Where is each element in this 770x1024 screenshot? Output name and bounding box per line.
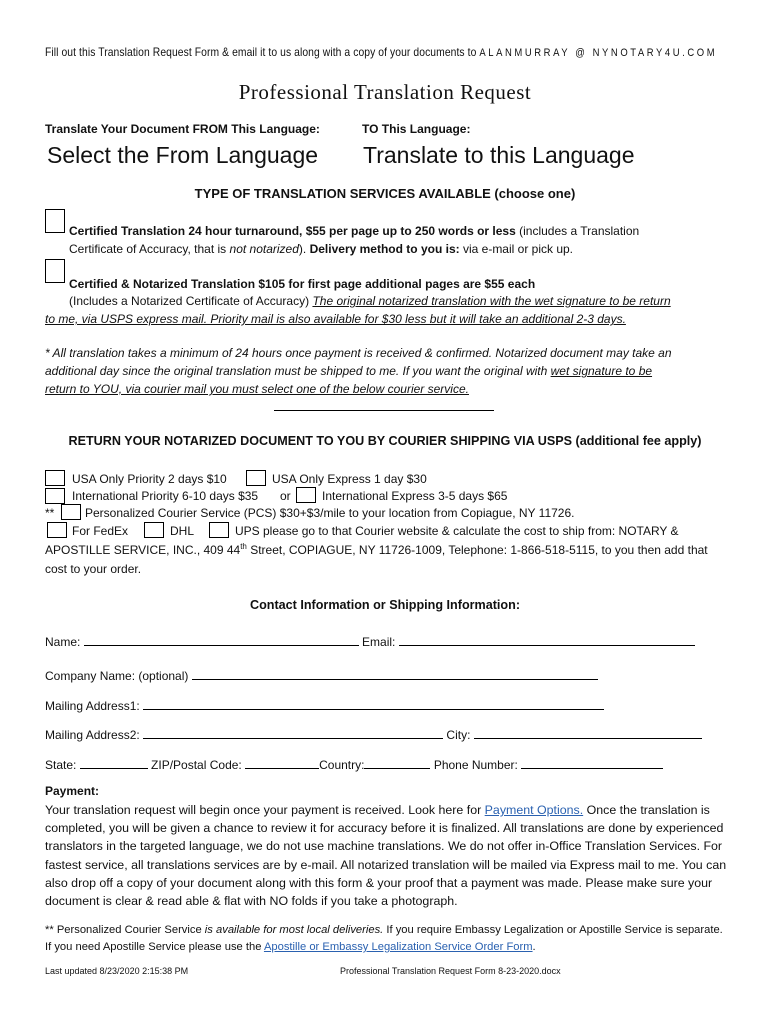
address2-label: Mailing Address2: <box>45 728 140 742</box>
option1-text-b: ). <box>298 242 307 256</box>
pcs-note-prefix: ** Personalized Courier Service <box>45 924 202 936</box>
address1-row <box>45 697 604 713</box>
address-part-b: Street, COPIAGUE, NY 11726-1009, Telephone: 1-866-518-5115, to you then add that <box>246 543 708 557</box>
intl-express-checkbox[interactable] <box>296 487 316 503</box>
option2-return-note: The original notarized translation with the wet signature to be return <box>312 294 671 308</box>
option2-line2 <box>69 294 671 308</box>
top-instruction <box>45 45 717 59</box>
country-field[interactable] <box>364 756 430 769</box>
to-language-select[interactable]: Translate to this Language <box>363 142 635 168</box>
country-label: Country: <box>319 758 365 772</box>
notarized-translation-checkbox[interactable] <box>45 259 65 283</box>
contact-email: ALANMURRAY @ NYNOTARY4U.COM <box>479 47 718 59</box>
option2-title: Certified & Notarized Translation $105 for first page additional pages are $55 each <box>69 277 536 291</box>
option1-note: (includes a Translation <box>519 224 640 238</box>
payment-text-a: Your translation request will begin once your payment is received. Look here for <box>45 803 482 817</box>
state-label: State: <box>45 758 77 772</box>
usa-priority-label: USA Only Priority 2 days $10 <box>72 472 227 486</box>
page-title: Professional Translation Request <box>238 80 532 104</box>
last-updated: Last updated 8/23/2020 2:15:38 PM <box>45 966 189 976</box>
usa-priority-checkbox[interactable] <box>45 470 65 486</box>
address2-field[interactable] <box>143 726 443 739</box>
option2-line3: to me, via USPS express mail. Priority mail is also available for $30 less but it will take an additional 2-3 days. <box>45 312 626 326</box>
apostille-form-link[interactable]: Apostille or Embassy Legalization Service Order Form <box>263 941 533 953</box>
name-label: Name: <box>45 635 81 649</box>
pcs-note-text: If you require Embassy Legalization or Apostille Service is separate. If you need Apostille Service please use the <box>45 924 723 953</box>
fedex-checkbox[interactable] <box>47 522 67 538</box>
note-line1: * All translation takes a minimum of 24 hours once payment is received & confirmed. Notarized document may take an <box>45 346 672 360</box>
delivery-method-label: Delivery method to you is: <box>309 242 460 256</box>
footer-filename: Professional Translation Request Form 8-23-2020.docx <box>340 966 561 976</box>
email-field[interactable] <box>399 633 695 646</box>
pcs-note <box>45 922 730 956</box>
phone-field[interactable] <box>521 756 663 769</box>
separator-line <box>274 410 494 411</box>
ups-label: UPS please go to that Courier website & calculate the cost to ship from: NOTARY & <box>235 524 679 538</box>
state-field[interactable] <box>80 756 148 769</box>
pcs-checkbox[interactable] <box>61 504 81 520</box>
intl-priority-checkbox[interactable] <box>45 488 65 504</box>
note-line3: return to YOU, via courier mail you must select one of the below courier service. <box>45 382 469 396</box>
phone-label: Phone Number: <box>433 758 518 772</box>
option1-text-italic: not notarized <box>229 242 299 256</box>
state-row <box>45 756 663 772</box>
dhl-checkbox[interactable] <box>144 522 164 538</box>
address-part-a: APOSTILLE SERVICE, INC., 409 44 <box>45 543 241 557</box>
delivery-method-value: via e-mail or pick up. <box>462 242 574 256</box>
option1-title: Certified Translation 24 hour turnaround, $55 per page up to 250 words or less <box>69 224 516 238</box>
pcs-prefix: ** <box>45 506 55 520</box>
services-heading: TYPE OF TRANSLATION SERVICES AVAILABLE (choose one) <box>194 186 576 201</box>
address2-row <box>45 726 702 742</box>
usa-express-checkbox[interactable] <box>246 470 266 486</box>
payment-options-link[interactable]: Payment Options. <box>484 803 584 817</box>
option1-text-a: Certificate of Accuracy, that is <box>69 242 227 256</box>
payment-paragraph <box>45 801 730 910</box>
name-row <box>45 633 695 649</box>
dhl-label: DHL <box>170 524 195 538</box>
zip-field[interactable] <box>245 756 319 769</box>
certified-translation-checkbox[interactable] <box>45 209 65 233</box>
contact-heading: Contact Information or Shipping Information: <box>249 598 521 612</box>
city-field[interactable] <box>474 726 702 739</box>
payment-heading: Payment: <box>45 784 100 798</box>
top-instruction-text: Fill out this Translation Request Form & email it to us along with a copy of your documents to <box>45 45 477 59</box>
intl-priority-label: International Priority 6-10 days $35 <box>72 489 259 503</box>
option1-line1 <box>69 224 639 238</box>
shipping-address-end: cost to your order. <box>45 562 142 576</box>
shipping-address <box>45 542 708 557</box>
from-language-label: Translate Your Document FROM This Language: <box>45 122 320 136</box>
email-label: Email: <box>362 635 396 649</box>
to-language-label: TO This Language: <box>362 122 471 136</box>
company-row <box>45 667 598 683</box>
or-label: or <box>280 489 291 503</box>
address1-label: Mailing Address1: <box>45 699 140 713</box>
shipping-heading: RETURN YOUR NOTARIZED DOCUMENT TO YOU BY COURIER SHIPPING VIA USPS (additional fee apply) <box>68 434 702 448</box>
company-field[interactable] <box>192 667 598 680</box>
company-label: Company Name: (optional) <box>45 669 189 683</box>
pcs-label: Personalized Courier Service (PCS) $30+$3/mile to your location from Copiague, NY 11726. <box>85 506 575 520</box>
note-line2-text: additional day since the original translation must be shipped to me. If you want the original with <box>45 364 548 378</box>
from-language-select[interactable]: Select the From Language <box>47 142 319 168</box>
city-label: City: <box>446 728 471 742</box>
intl-express-label: International Express 3-5 days $65 <box>322 489 508 503</box>
zip-label: ZIP/Postal Code: <box>151 758 242 772</box>
name-field[interactable] <box>84 633 359 646</box>
usa-express-label: USA Only Express 1 day $30 <box>272 472 427 486</box>
payment-text-b: Once the translation is completed, you will be given a chance to review it for accuracy before it is finalized. All translations are done by experienced translators in the targeted language, we do not use machine translations. We do not offer in-Office Translation Services. For fastest service, all translations services are by e-mail. All notarized translation will be mailed via Express mail to me. You can also drop off a copy of your document along with this form & your proof that a payment was made. Please make sure your document is clear & read able & flat with NO folds if you take a photograph. <box>45 803 727 909</box>
option2-text: (Includes a Notarized Certificate of Accuracy) <box>69 294 310 308</box>
address1-field[interactable] <box>143 697 604 710</box>
option1-line2 <box>69 242 573 256</box>
address-sup: th <box>240 542 247 551</box>
note-line2 <box>45 364 652 378</box>
pcs-note-end: . <box>532 941 536 953</box>
ups-checkbox[interactable] <box>209 522 229 538</box>
note-line2-underlined: wet signature to be <box>550 364 653 378</box>
fedex-label: For FedEx <box>72 524 129 538</box>
pcs-note-italic: is available for most local deliveries. <box>201 924 384 936</box>
